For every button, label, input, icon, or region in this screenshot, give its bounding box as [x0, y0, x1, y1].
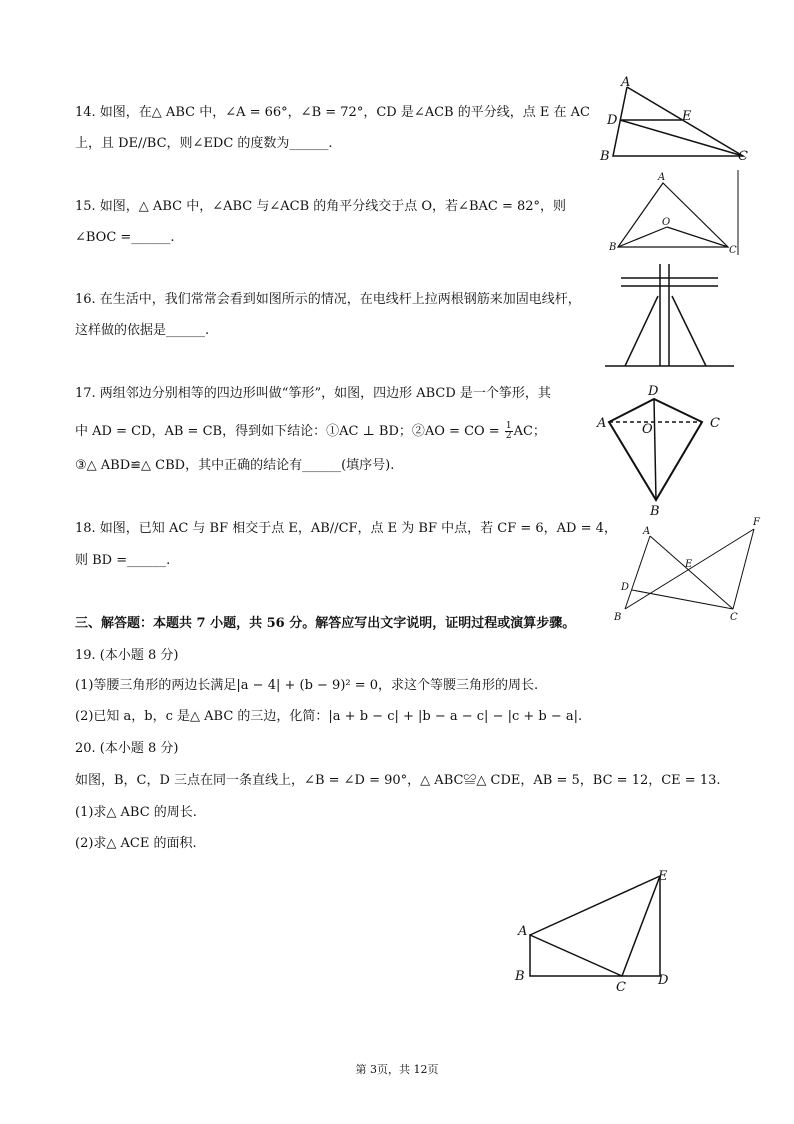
q18-label-f: F [753, 517, 760, 528]
q17-line-2a: 中 AD = CD，AB = CB，得到如下结论：①AC ⊥ BD；②AO = CO = [75, 424, 504, 439]
q17-figure [592, 380, 732, 520]
q18-label-d: D [621, 582, 630, 593]
q14-label-a: A [621, 75, 631, 90]
q20-label-b: B [515, 969, 525, 984]
q17-label-b: B [650, 504, 660, 519]
q15-line-2: ∠BOC =______. [75, 230, 175, 245]
q18-label-b: B [614, 612, 622, 623]
q15-figure [600, 165, 750, 265]
q20-stem: 如图，B，C，D 三点在同一条直线上，∠B = ∠D = 90°，△ ABC≌△ CDE，AB = 5，BC = 12，CE = 13. [75, 773, 721, 788]
q18-figure [605, 512, 775, 630]
q14-figure [595, 72, 755, 167]
q16-line-2: 这样做的依据是______. [75, 323, 210, 338]
q14-label-b: B [600, 149, 610, 164]
q19-part-2: (2)已知 a，b，c 是△ ABC 的三边，化简：|a + b − c| + |b − a − c| − |c + b − a|. [75, 709, 583, 724]
q17-line-2b: AC； [513, 424, 546, 439]
q19-part-1: (1)等腰三角形的两边长满足|a − 4| + (b − 9)² = 0，求这个等腰三角形的周长. [75, 678, 539, 693]
q17-label-o: O [642, 422, 653, 437]
q15-label-c: C [729, 245, 737, 256]
q14-label-d: D [607, 113, 618, 128]
q15-label-a: A [658, 172, 666, 183]
q18-label-a: A [643, 526, 651, 537]
q20-label-a: A [518, 924, 528, 939]
q16-figure [600, 262, 740, 370]
q17-frac-num: 1 [505, 421, 512, 431]
q14-label-e: E [682, 109, 692, 124]
q20-title: 20. (本小题 8 分) [75, 741, 179, 756]
q20-part-1: (1)求△ ABC 的周长. [75, 805, 197, 820]
q20-part-2: (2)求△ ACE 的面积. [75, 836, 197, 851]
q17-frac-den: 2 [505, 431, 512, 441]
q17-label-c: C [710, 416, 720, 431]
page-footer: 第 3页，共 12页 [355, 1063, 439, 1076]
q17-line-2 [75, 422, 546, 441]
q18-label-c: C [730, 612, 738, 623]
q14-label-c: C [738, 149, 748, 164]
q15-line-1: 15. 如图，△ ABC 中，∠ABC 与∠ACB 的角平分线交于点 O，若∠BAC = 82°，则 [75, 199, 567, 214]
q20-label-c: C [616, 980, 626, 995]
q19-title: 19. (本小题 8 分) [75, 648, 179, 663]
q17-label-a: A [597, 416, 607, 431]
q20-label-e: E [658, 869, 668, 884]
q17-label-d: D [648, 384, 659, 399]
q20-label-d: D [658, 973, 669, 988]
q18-line-1: 18. 如图，已知 AC 与 BF 相交于点 E，AB//CF，点 E 为 BF 中点，若 CF = 6，AD = 4， [75, 521, 617, 536]
q17-line-1: 17. 两组邻边分别相等的四边形叫做“筝形”，如图，四边形 ABCD 是一个筝形，其 [75, 386, 551, 401]
q17-fraction [505, 422, 513, 441]
section-3-heading: 三、解答题：本题共 7 小题，共 56 分。解答应写出文字说明，证明过程或演算步骤。 [75, 616, 576, 631]
q18-label-e: E [685, 559, 693, 570]
q18-line-2: 则 BD =______. [75, 553, 171, 568]
q15-label-o: O [662, 217, 671, 228]
q14-line-2: 上，且 DE//BC，则∠EDC 的度数为______. [75, 136, 333, 151]
q15-label-b: B [609, 242, 617, 253]
q17-line-3: ③△ ABD≌△ CBD，其中正确的结论有______(填序号). [75, 458, 395, 473]
q14-line-1: 14. 如图，在△ ABC 中，∠A = 66°，∠B = 72°，CD 是∠ACB 的平分线，点 E 在 AC [75, 105, 590, 120]
q16-line-1: 16. 在生活中，我们常常会看到如图所示的情况，在电线杆上拉两根钢筋来加固电线杆， [75, 292, 581, 307]
q20-figure [508, 862, 683, 997]
